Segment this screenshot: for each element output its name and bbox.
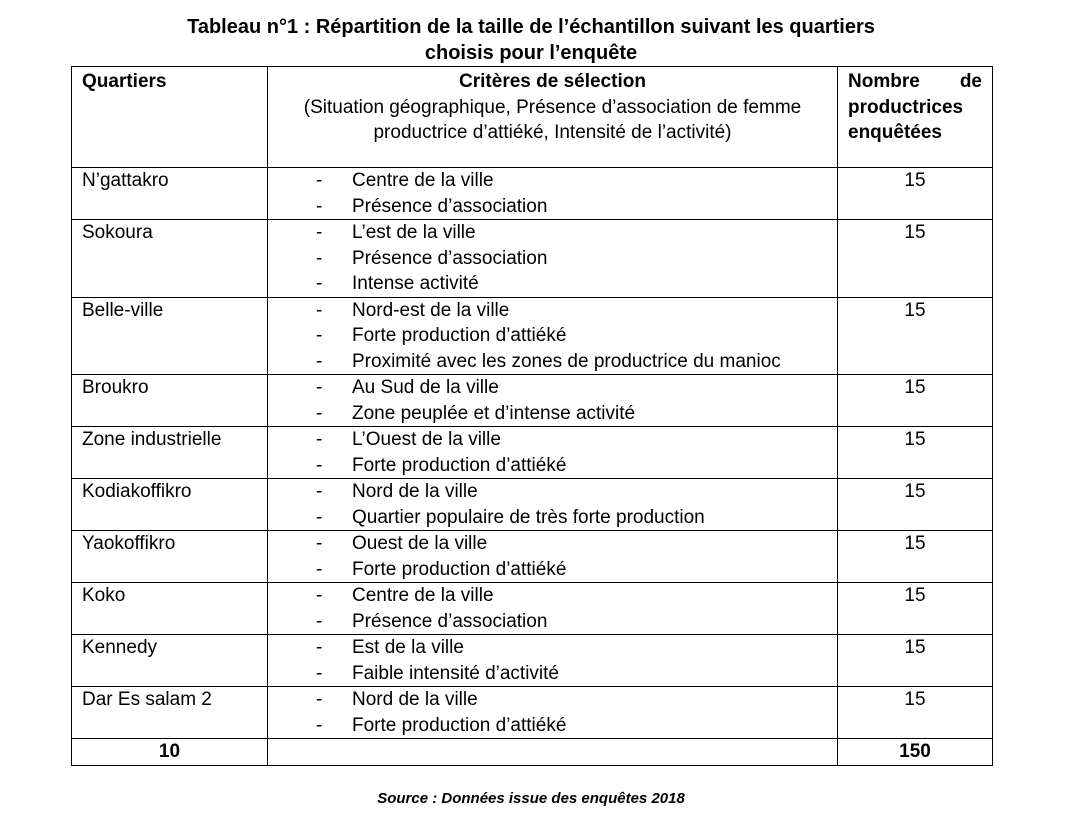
criteria-text: Proximité avec les zones de productrice du manioc [352,350,781,372]
criteria-list [268,427,837,478]
header-quartiers: Quartiers [72,67,268,168]
quartier-name: Koko [72,583,268,635]
header-nombre-line2: productrices [848,96,964,118]
criteria-text: Ouest de la ville [352,533,488,554]
criteria-text: Forte production d’attiéké [352,714,567,736]
criteria-list [268,687,837,738]
criteria-item [268,713,837,739]
dash-bullet: - [316,454,323,476]
criteria-item [268,246,837,272]
dash-bullet: - [316,170,323,191]
header-row [72,67,993,168]
criteria-item [268,661,837,687]
criteria-text: Intense activité [352,273,479,294]
dash-bullet: - [316,247,323,269]
criteria-list [268,220,837,297]
header-criteres [268,67,838,168]
header-nombre [838,67,993,168]
table-title-line2: choisis pour l’enquête [424,42,638,64]
dash-bullet: - [316,585,323,606]
criteria-cell [268,479,838,531]
dash-bullet: - [316,610,323,632]
criteria-cell [268,687,838,739]
total-row [72,739,993,766]
dash-bullet: - [316,637,323,658]
count-cell: 15 [838,531,993,583]
table-row [72,297,993,375]
dash-bullet: - [316,377,323,398]
criteria-item [268,557,837,583]
criteria-text: Forte production d’attiéké [352,558,567,580]
criteria-cell [268,220,838,298]
criteria-list [268,375,837,426]
dash-bullet: - [316,222,323,243]
criteria-item [268,220,837,246]
table-title [70,14,992,66]
criteria-item [268,271,837,297]
quartier-name: Sokoura [72,220,268,298]
table-row [72,531,993,583]
count-cell: 15 [838,220,993,298]
table-row [72,687,993,739]
header-criteres-subtitle: (Situation géographique, Présence d’association de femme productrice d’attiéké, Intensité de l’activité) [303,96,802,143]
criteria-text: Nord de la ville [352,689,478,710]
criteria-list [268,298,837,375]
criteria-text: Centre de la ville [352,585,494,606]
criteria-cell [268,531,838,583]
criteria-text: L’Ouest de la ville [352,429,501,450]
quartier-name: N’gattakro [72,168,268,220]
criteria-list [268,479,837,530]
quartier-name: Yaokoffikro [72,531,268,583]
count-cell: 15 [838,375,993,427]
count-cell: 15 [838,297,993,375]
dash-bullet: - [316,325,323,346]
quartier-name: Zone industrielle [72,427,268,479]
criteria-item [268,609,837,635]
dash-bullet: - [316,299,323,321]
dash-bullet: - [316,662,323,684]
quartier-name: Kennedy [72,635,268,687]
criteria-list [268,168,837,219]
criteria-item [268,194,837,220]
criteria-text: Présence d’association [352,247,548,269]
total-quartiers: 10 [72,739,268,766]
table-body [72,168,993,766]
quartier-name: Kodiakoffikro [72,479,268,531]
criteria-text: Zone peuplée et d’intense activité [352,402,636,424]
criteria-cell [268,168,838,220]
criteria-item [268,635,837,661]
criteria-text: Est de la ville [352,637,464,658]
table-row [72,168,993,220]
criteria-text: Présence d’association [352,610,548,632]
criteria-item [268,583,837,609]
quartier-name: Dar Es salam 2 [72,687,268,739]
criteria-item [268,349,837,375]
criteria-cell [268,375,838,427]
criteria-text: Centre de la ville [352,170,494,191]
criteria-item [268,298,837,324]
criteria-cell [268,583,838,635]
dash-bullet: - [316,558,323,580]
table-title-line1: Tableau n°1 : Répartition de la taille de l’échantillon suivant les quartiers [187,16,875,38]
criteria-text: Forte production d’attiéké [352,454,567,476]
dash-bullet: - [316,402,323,424]
criteria-text: Forte production d’attiéké [352,325,567,346]
criteria-item [268,453,837,479]
criteria-item [268,375,837,401]
dash-bullet: - [316,533,323,554]
dash-bullet: - [316,429,323,450]
criteria-item [268,531,837,557]
dash-bullet: - [316,273,323,294]
criteria-text: Au Sud de la ville [352,377,499,398]
dash-bullet: - [316,195,323,217]
header-nombre-line3: enquêtées [848,122,942,143]
criteria-item [268,323,837,349]
table-row [72,583,993,635]
criteria-text: Faible intensité d’activité [352,662,559,684]
sample-table [71,66,993,766]
header-criteres-title: Critères de sélection [459,71,646,92]
criteria-cell [268,427,838,479]
criteria-item [268,479,837,505]
dash-bullet: - [316,481,323,502]
dash-bullet: - [316,350,323,372]
dash-bullet: - [316,689,323,710]
table-row [72,635,993,687]
table-row [72,375,993,427]
criteria-item [268,427,837,453]
total-count: 150 [838,739,993,766]
criteria-item [268,168,837,194]
criteria-item [268,401,837,427]
dash-bullet: - [316,714,323,736]
count-cell: 15 [838,583,993,635]
quartier-name: Belle-ville [72,297,268,375]
criteria-text: Quartier populaire de très forte production [352,506,705,528]
criteria-list [268,583,837,634]
criteria-item [268,505,837,531]
count-cell: 15 [838,479,993,531]
count-cell: 15 [838,427,993,479]
count-cell: 15 [838,635,993,687]
criteria-text: Présence d’association [352,195,548,217]
criteria-text: Nord-est de la ville [352,299,510,321]
total-criteria [268,739,838,766]
quartier-name: Broukro [72,375,268,427]
criteria-item [268,687,837,713]
criteria-list [268,531,837,582]
count-cell: 15 [838,687,993,739]
criteria-cell [268,297,838,375]
criteria-cell [268,635,838,687]
dash-bullet: - [316,506,323,528]
criteria-text: L’est de la ville [352,222,476,243]
count-cell: 15 [838,168,993,220]
table-row [72,479,993,531]
criteria-text: Nord de la ville [352,481,478,502]
criteria-list [268,635,837,686]
table-row [72,427,993,479]
header-nombre-line1: Nombre de [848,71,982,92]
table-row [72,220,993,298]
source-note: Source : Données issue des enquêtes 2018 [377,790,685,807]
